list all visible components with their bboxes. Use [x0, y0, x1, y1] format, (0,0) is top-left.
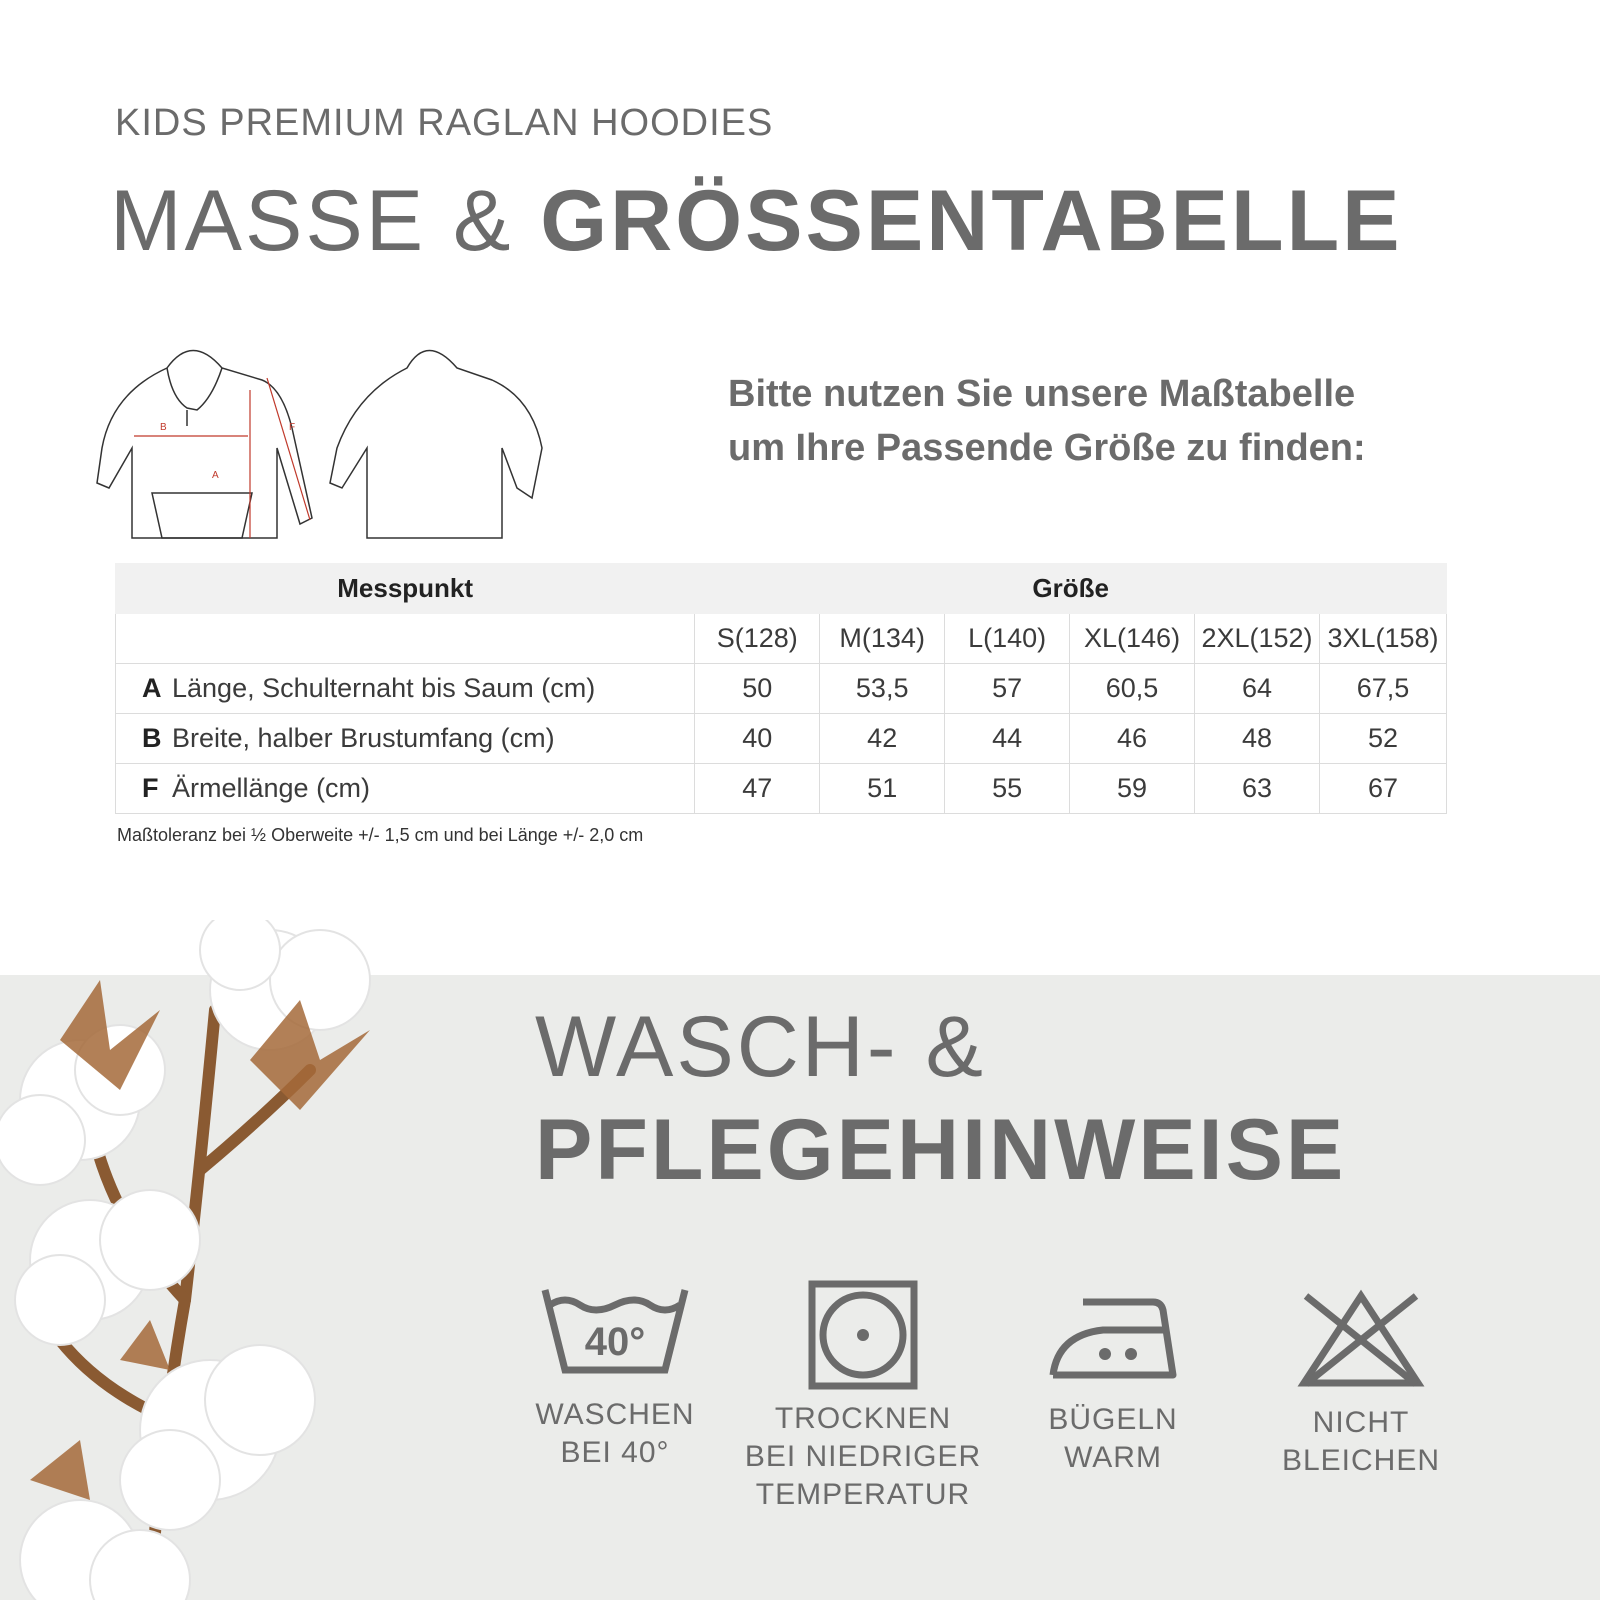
table-cell: 50 [695, 664, 820, 714]
table-cell: 46 [1070, 714, 1195, 764]
title-light: MASSE & [110, 173, 541, 269]
hoodie-front-outline [97, 351, 312, 539]
hoodie-diagram [72, 338, 562, 558]
size-labels-row [116, 614, 1447, 664]
care-item-iron [988, 1290, 1238, 1477]
table-header-row [116, 564, 1447, 614]
size-label: M(134) [820, 614, 945, 664]
size-label: 2XL(152) [1195, 614, 1320, 664]
row-text: Breite, halber Brustumfang (cm) [172, 723, 555, 753]
table-cell: 53,5 [820, 664, 945, 714]
table-cell: 57 [945, 664, 1070, 714]
table-cell: 67 [1319, 764, 1446, 814]
table-row [116, 664, 1447, 714]
wash-40-icon [540, 1270, 690, 1380]
header-size: Größe [695, 564, 1447, 614]
table-row [116, 764, 1447, 814]
row-label [116, 764, 695, 814]
diagram-label-f: F [289, 422, 296, 433]
table-cell: 55 [945, 764, 1070, 814]
care-label-line: TROCKNEN [774, 1402, 952, 1435]
table-cell: 48 [1195, 714, 1320, 764]
row-key: F [142, 773, 159, 803]
empty-cell [116, 614, 695, 664]
size-label: S(128) [695, 614, 820, 664]
row-label [116, 664, 695, 714]
table-cell: 64 [1195, 664, 1320, 714]
iron-medium-icon [1043, 1290, 1183, 1385]
table-cell: 44 [945, 714, 1070, 764]
header-measure: Messpunkt [116, 564, 695, 614]
table-cell: 67,5 [1319, 664, 1446, 714]
care-label-line: WARM [1064, 1441, 1162, 1474]
hoodie-back-outline [330, 351, 542, 539]
table-cell: 47 [695, 764, 820, 814]
care-label-line: NICHT [1312, 1406, 1410, 1439]
no-bleach-icon [1296, 1288, 1426, 1388]
care-label-line: BLEICHEN [1281, 1444, 1441, 1477]
size-intro [728, 367, 1468, 475]
care-item-dry [738, 1280, 988, 1514]
diagram-label-a: A [212, 470, 219, 481]
tumble-dry-low-icon [808, 1280, 918, 1390]
row-key: A [142, 673, 162, 703]
row-text: Ärmellänge (cm) [172, 773, 371, 803]
intro-line-1: Bitte nutzen Sie unsere Maßtabelle [728, 373, 1356, 415]
title-bold: GRÖSSENTABELLE [540, 173, 1403, 269]
care-label-line: TEMPERATUR [755, 1478, 971, 1511]
table-cell: 63 [1195, 764, 1320, 814]
table-row [116, 714, 1447, 764]
tolerance-note: Maßtoleranz bei ½ Oberweite +/- 1,5 cm und bei Länge +/- 2,0 cm [117, 825, 644, 845]
cotton-plant-image [0, 920, 430, 1600]
row-text: Länge, Schulternaht bis Saum (cm) [172, 673, 596, 703]
size-table [115, 563, 1447, 814]
size-label: XL(146) [1070, 614, 1195, 664]
care-title-line-1: WASCH- & [535, 999, 986, 1095]
product-subtitle: KIDS PREMIUM RAGLAN HOODIES [115, 102, 774, 144]
care-label-line: WASCHEN [535, 1398, 695, 1431]
care-title [535, 1000, 1346, 1198]
table-cell: 42 [820, 714, 945, 764]
care-label [988, 1401, 1238, 1477]
care-title-line-2: PFLEGEHINWEISE [535, 1102, 1347, 1198]
page-title [110, 172, 1402, 271]
care-item-bleach [1236, 1288, 1486, 1480]
care-label-line: BÜGELN [1048, 1403, 1178, 1436]
care-label-line: BEI 40° [560, 1436, 670, 1469]
size-label: L(140) [945, 614, 1070, 664]
care-label [1236, 1404, 1486, 1480]
intro-line-2: um Ihre Passende Größe zu finden: [728, 427, 1366, 469]
care-label [738, 1400, 988, 1514]
table-cell: 51 [820, 764, 945, 814]
care-item-wash [490, 1270, 740, 1472]
row-label [116, 714, 695, 764]
svg-text:40°: 40° [584, 1320, 646, 1364]
row-key: B [142, 723, 162, 753]
table-cell: 52 [1319, 714, 1446, 764]
size-label: 3XL(158) [1319, 614, 1446, 664]
table-cell: 60,5 [1070, 664, 1195, 714]
table-cell: 59 [1070, 764, 1195, 814]
care-label-line: BEI NIEDRIGER [744, 1440, 982, 1473]
diagram-label-b: B [160, 422, 167, 433]
table-cell: 40 [695, 714, 820, 764]
care-label [490, 1396, 740, 1472]
